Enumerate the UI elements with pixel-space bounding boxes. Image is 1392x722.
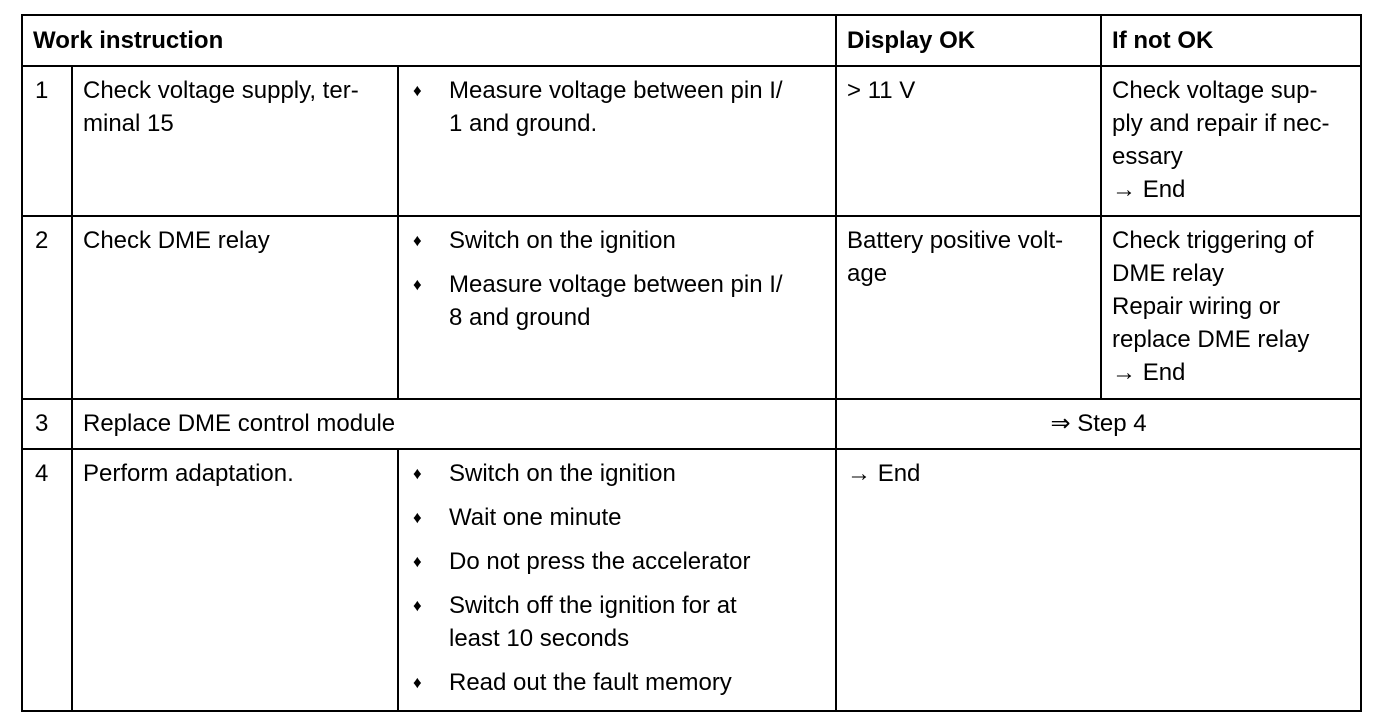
diamond-bullet-icon: ♦ [413, 673, 422, 692]
diamond-bullet-icon: ♦ [413, 275, 422, 294]
step-number: 4 [22, 449, 72, 711]
table-header-row [22, 15, 1361, 66]
table-row [22, 216, 1361, 399]
steps-list [409, 74, 825, 140]
list-item: ♦ Switch on the ignition [409, 224, 825, 257]
not-ok-cell: Check triggering of DME relay Repair wiring or replace DME relay → End [1101, 216, 1361, 399]
task-cell [72, 66, 398, 216]
list-item: ♦ Do not press the accelerator [409, 545, 825, 578]
diamond-bullet-icon: ♦ [413, 552, 422, 571]
step-number: 1 [22, 66, 72, 216]
diamond-bullet-icon: ♦ [413, 231, 422, 250]
table-row [22, 66, 1361, 216]
diamond-bullet-icon: ♦ [413, 464, 422, 483]
result-cell: → End [836, 449, 1361, 711]
step-number: 3 [22, 399, 72, 449]
diamond-bullet-icon: ♦ [413, 508, 422, 527]
task-line: minal 15 [83, 110, 174, 137]
list-item: ♦ Read out the fault memory [409, 666, 825, 699]
list-item: ♦ Wait one minute [409, 501, 825, 534]
steps-list [409, 224, 825, 334]
diamond-bullet-icon: ♦ [413, 596, 422, 615]
task-cell: Replace DME control module [72, 399, 836, 449]
list-item: ♦ Switch on the ignition [409, 457, 825, 490]
header-display-ok: Display OK [836, 15, 1101, 66]
display-ok-cell: Battery positive volt- age [836, 216, 1101, 399]
steps-cell [398, 449, 836, 711]
not-ok-cell: Check voltage sup- ply and repair if nec- essary → End [1101, 66, 1361, 216]
work-instruction-table [21, 14, 1362, 712]
list-item: ♦ Measure voltage between pin I/ 1 and ground. [409, 74, 825, 140]
table-row [22, 399, 1361, 449]
table-row [22, 449, 1361, 711]
header-work-instruction: Work instruction [22, 15, 836, 66]
task-cell: Perform adaptation. [72, 449, 398, 711]
task-line: Check voltage supply, ter- [83, 77, 359, 104]
steps-cell [398, 216, 836, 399]
task-cell: Check DME relay [72, 216, 398, 399]
steps-cell [398, 66, 836, 216]
diamond-bullet-icon: ♦ [413, 81, 422, 100]
header-if-not-ok: If not OK [1101, 15, 1361, 66]
list-item: ♦ Switch off the ignition for at least 10 seconds [409, 589, 825, 655]
list-item: ♦ Measure voltage between pin I/ 8 and ground [409, 268, 825, 334]
step-number: 2 [22, 216, 72, 399]
display-ok-cell: > 11 V [836, 66, 1101, 216]
steps-list [409, 457, 825, 699]
result-cell: ⇒ Step 4 [836, 399, 1361, 449]
